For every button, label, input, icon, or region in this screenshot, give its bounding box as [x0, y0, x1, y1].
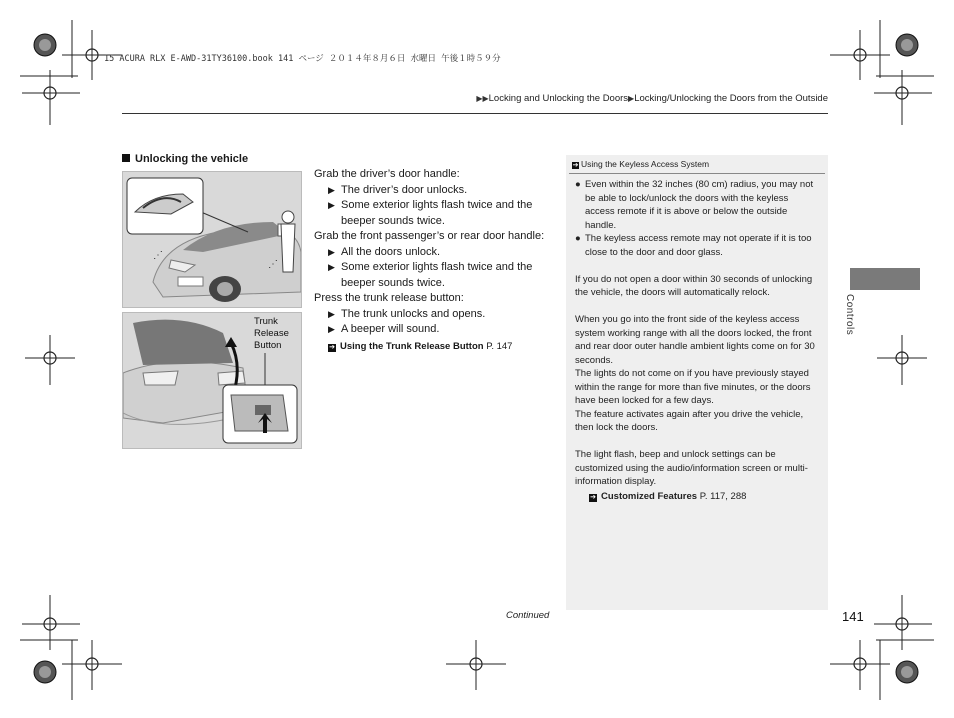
sidebar-paragraph: The feature activates again after you drive the vehicle, then lock the doors. — [575, 408, 804, 433]
header-rule — [122, 113, 828, 114]
sidebar-bullet: ● The keyless access remote may not operate if it is too close to the door and door glass. — [575, 233, 812, 258]
trunk-label-line2: Release — [254, 328, 289, 339]
sidebar-note — [566, 155, 828, 610]
trunk-label-line1: Trunk — [254, 316, 278, 327]
instruction-text: Press the trunk release button: — [314, 292, 464, 304]
instruction-text: Grab the front passenger’s or rear door handle: — [314, 230, 545, 242]
svg-text:⋰: ⋰ — [268, 259, 278, 270]
instruction-step — [314, 183, 554, 199]
instruction-step-text: The trunk unlocks and opens. — [341, 307, 486, 320]
section-heading — [122, 153, 248, 165]
sidebar-body — [566, 174, 828, 503]
reference-arrow-icon: ➔ — [329, 343, 335, 351]
page-number: 141 — [842, 609, 864, 624]
instruction-step-text: A beeper will sound. — [341, 323, 440, 335]
reference-title: Using the Trunk Release Button — [340, 340, 484, 352]
step-marker-icon: ▶ — [328, 262, 335, 272]
trunk-release-illustration — [122, 312, 302, 449]
instruction-text: Grab the driver’s door handle: — [314, 168, 460, 180]
instruction-step-text: Some exterior lights flash twice and the beeper sounds twice. — [341, 199, 533, 227]
instruction-step-text: All the doors unlock. — [341, 245, 441, 258]
heading-square-icon — [122, 154, 130, 162]
breadcrumb-separator: ▶ — [628, 94, 635, 103]
chapter-tab-label: Controls — [844, 294, 855, 336]
step-marker-icon: ▶ — [328, 308, 335, 319]
step-marker-icon: ▶ — [328, 246, 335, 257]
sidebar-reference-page: P. 117, 288 — [699, 490, 747, 502]
step-marker-icon: ▶ — [328, 184, 335, 195]
reference-arrow-icon: ➔ — [572, 162, 579, 169]
sidebar-title-text: Using the Keyless Access System — [581, 159, 710, 169]
trunk-release-reference[interactable] — [314, 339, 554, 355]
print-header: 15 ACURA RLX E-AWD-31TY36100.book 141 ページ ２０１４年８月６日 水曜日 午後１時５９分 — [104, 54, 501, 64]
sidebar-paragraph: If you do not open a door within 30 seconds of unlocking the vehicle, the doors will automatically relock. — [575, 273, 813, 298]
breadcrumb-arrows: ▶▶ — [476, 94, 489, 103]
instruction-step — [314, 260, 554, 291]
instruction-step-text: Some exterior lights flash twice and the beeper sounds twice. — [341, 261, 533, 289]
instruction-step — [314, 198, 554, 229]
reference-arrow-icon: ➔ — [590, 493, 596, 501]
instruction-step — [314, 245, 554, 261]
breadcrumb-level2: Locking/Unlocking the Doors from the Outside — [634, 93, 828, 104]
sidebar-reference-title: Customized Features — [601, 490, 698, 502]
sidebar-paragraph: The lights do not come on if you have previously stayed within the range for more than five minutes, or the doors have been locked for a few days. — [575, 368, 811, 406]
sidebar-bullet: ● Even within the 32 inches (80 cm) radius, you may not be able to lock/unlock the doors with the keyless access remote if it is above or below the outside handle. — [575, 179, 814, 231]
sidebar-title — [569, 155, 825, 174]
section-heading-text: Unlocking the vehicle — [135, 153, 249, 165]
svg-text:⋰: ⋰ — [153, 250, 163, 261]
instruction-step — [314, 307, 554, 323]
chapter-tab — [850, 268, 920, 290]
instruction-step-text: The driver’s door unlocks. — [341, 183, 468, 196]
instruction-step — [314, 322, 554, 338]
trunk-label-line3: Button — [254, 340, 282, 351]
sidebar-reference[interactable] — [575, 490, 818, 504]
sidebar-bullet-text: Even within the 32 inches (80 cm) radius, you may not be able to lock/unlock the doors with the keyless access remote if it is above or below the outside handle. — [585, 179, 814, 231]
continued-label: Continued — [506, 610, 550, 621]
breadcrumb — [476, 93, 828, 104]
sidebar-paragraph: When you go into the front side of the keyless access system working range with all the doors locked, the front and rear door outer handle ambient lights come on for 30 seconds. — [575, 314, 815, 366]
reference-page: P. 147 — [486, 340, 513, 352]
breadcrumb-level1: Locking and Unlocking the Doors — [488, 93, 629, 104]
step-marker-icon: ▶ — [328, 200, 335, 210]
door-handle-illustration — [122, 171, 302, 308]
step-marker-icon: ▶ — [328, 324, 335, 334]
sidebar-bullet-text: The keyless access remote may not operate if it is too close to the door and door glass. — [585, 233, 812, 258]
instructions — [314, 167, 554, 354]
sidebar-paragraph: The light flash, beep and unlock settings can be customized using the audio/information screen or multi-information display. — [575, 449, 808, 487]
